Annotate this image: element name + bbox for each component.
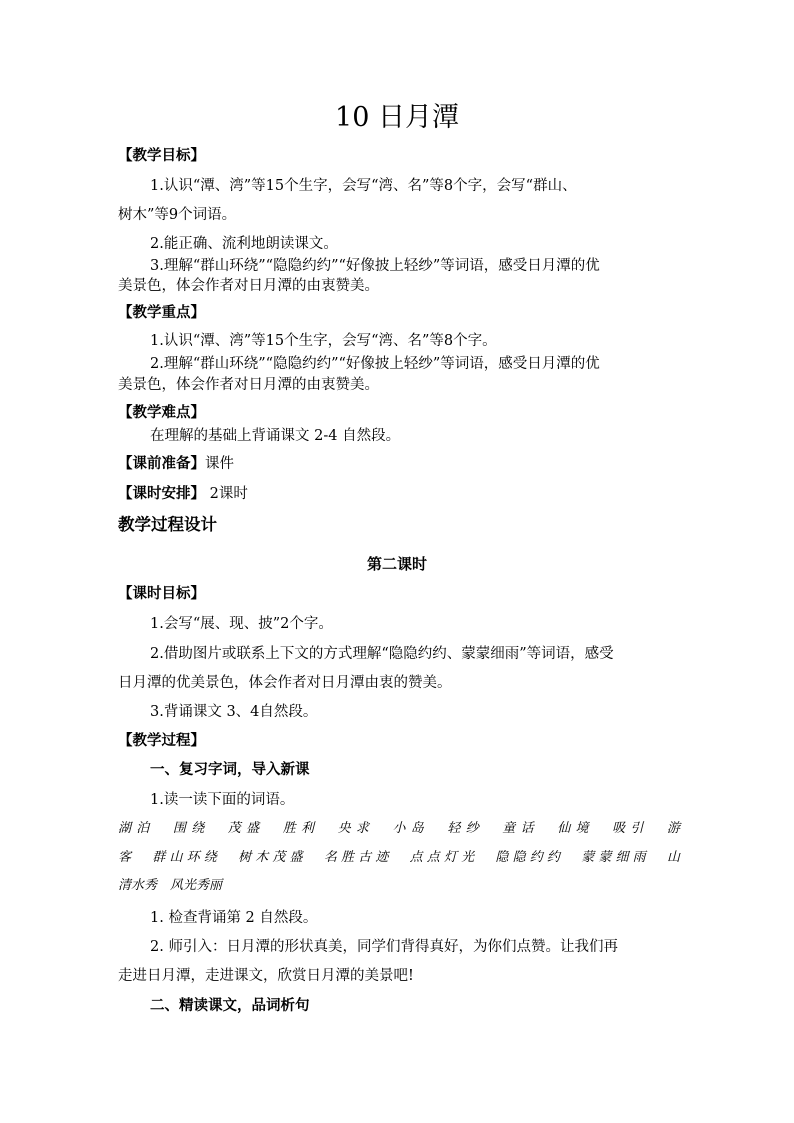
prep-line (118, 454, 234, 474)
section1-title: 一、复习字词，导入新课 (150, 762, 310, 778)
lesson-goal-line: 2.借助图片或联系上下文的方式理解“隐隐约约、蒙蒙细雨”等词语，感受 (150, 646, 614, 662)
prep-value: 课件 (205, 456, 234, 472)
key-point-line: 1.认识“潭、湾”等15个生字，会写“湾、名”等8个字。 (150, 333, 497, 349)
lesson-goal-line: 1.会写“展、现、披”2个字。 (150, 616, 333, 632)
key-points-heading: 【教学重点】 (118, 305, 205, 321)
schedule-value: 2课时 (205, 486, 248, 502)
page-title: 10 日月潭 (335, 102, 459, 133)
word-list-line: 湖泊 围绕 茂盛 胜利 央求 小岛 轻纱 童话 仙境 吸引 游 (118, 821, 680, 836)
check-recitation-text: 1. 检查背诵第 2 自然段。 (150, 910, 318, 926)
lesson-goal-line: 日月潭的优美景色，体会作者对日月潭由衷的赞美。 (118, 675, 452, 691)
process-design-title: 教学过程设计 (118, 515, 217, 534)
goal-line: 树木”等9个词语。 (118, 207, 237, 223)
difficulty-text: 在理解的基础上背诵课文 2-4 自然段。 (150, 428, 401, 444)
key-point-line: 美景色，体会作者对日月潭的由衷赞美。 (118, 377, 379, 393)
schedule-heading: 【课时安排】 (118, 486, 205, 502)
section2-title: 二、精读课文，品词析句 (150, 998, 310, 1014)
intro-line: 走进日月潭，走进课文，欣赏日月潭的美景吧! (118, 968, 414, 984)
step1-text: 1.读一读下面的词语。 (150, 792, 295, 808)
process-heading: 【教学过程】 (118, 733, 205, 749)
goal-line: 美景色，体会作者对日月潭的由衷赞美。 (118, 278, 379, 294)
key-point-line: 2.理解“群山环绕”“隐隐约约”“好像披上轻纱”等词语，感受日月潭的优 (150, 356, 600, 372)
difficulty-heading: 【教学难点】 (118, 405, 205, 421)
word-list-line: 清水秀 风光秀丽 (118, 878, 223, 893)
prep-heading: 【课前准备】 (118, 456, 205, 472)
word-list-line: 客 群山环绕 树木茂盛 名胜古迹 点点灯光 隐隐约约 蒙蒙细雨 山 (118, 850, 680, 865)
goal-line: 2.能正确、流利地朗读课文。 (150, 236, 338, 252)
intro-line: 2. 师引入：日月潭的形状真美，同学们背得真好，为你们点赞。让我们再 (150, 939, 618, 955)
teaching-goals-heading: 【教学目标】 (118, 148, 205, 164)
goal-line: 1.认识“潭、湾”等15个生字，会写“湾、名”等8个字，会写“群山、 (150, 178, 577, 194)
schedule-line (118, 484, 248, 504)
lesson-goals-heading: 【课时目标】 (118, 586, 205, 602)
lesson-goal-line: 3.背诵课文 3、4自然段。 (150, 704, 318, 720)
goal-line: 3.理解“群山环绕”“隐隐约约”“好像披上轻纱”等词语，感受日月潭的优 (150, 258, 600, 274)
lesson-title: 第二课时 (366, 555, 427, 573)
